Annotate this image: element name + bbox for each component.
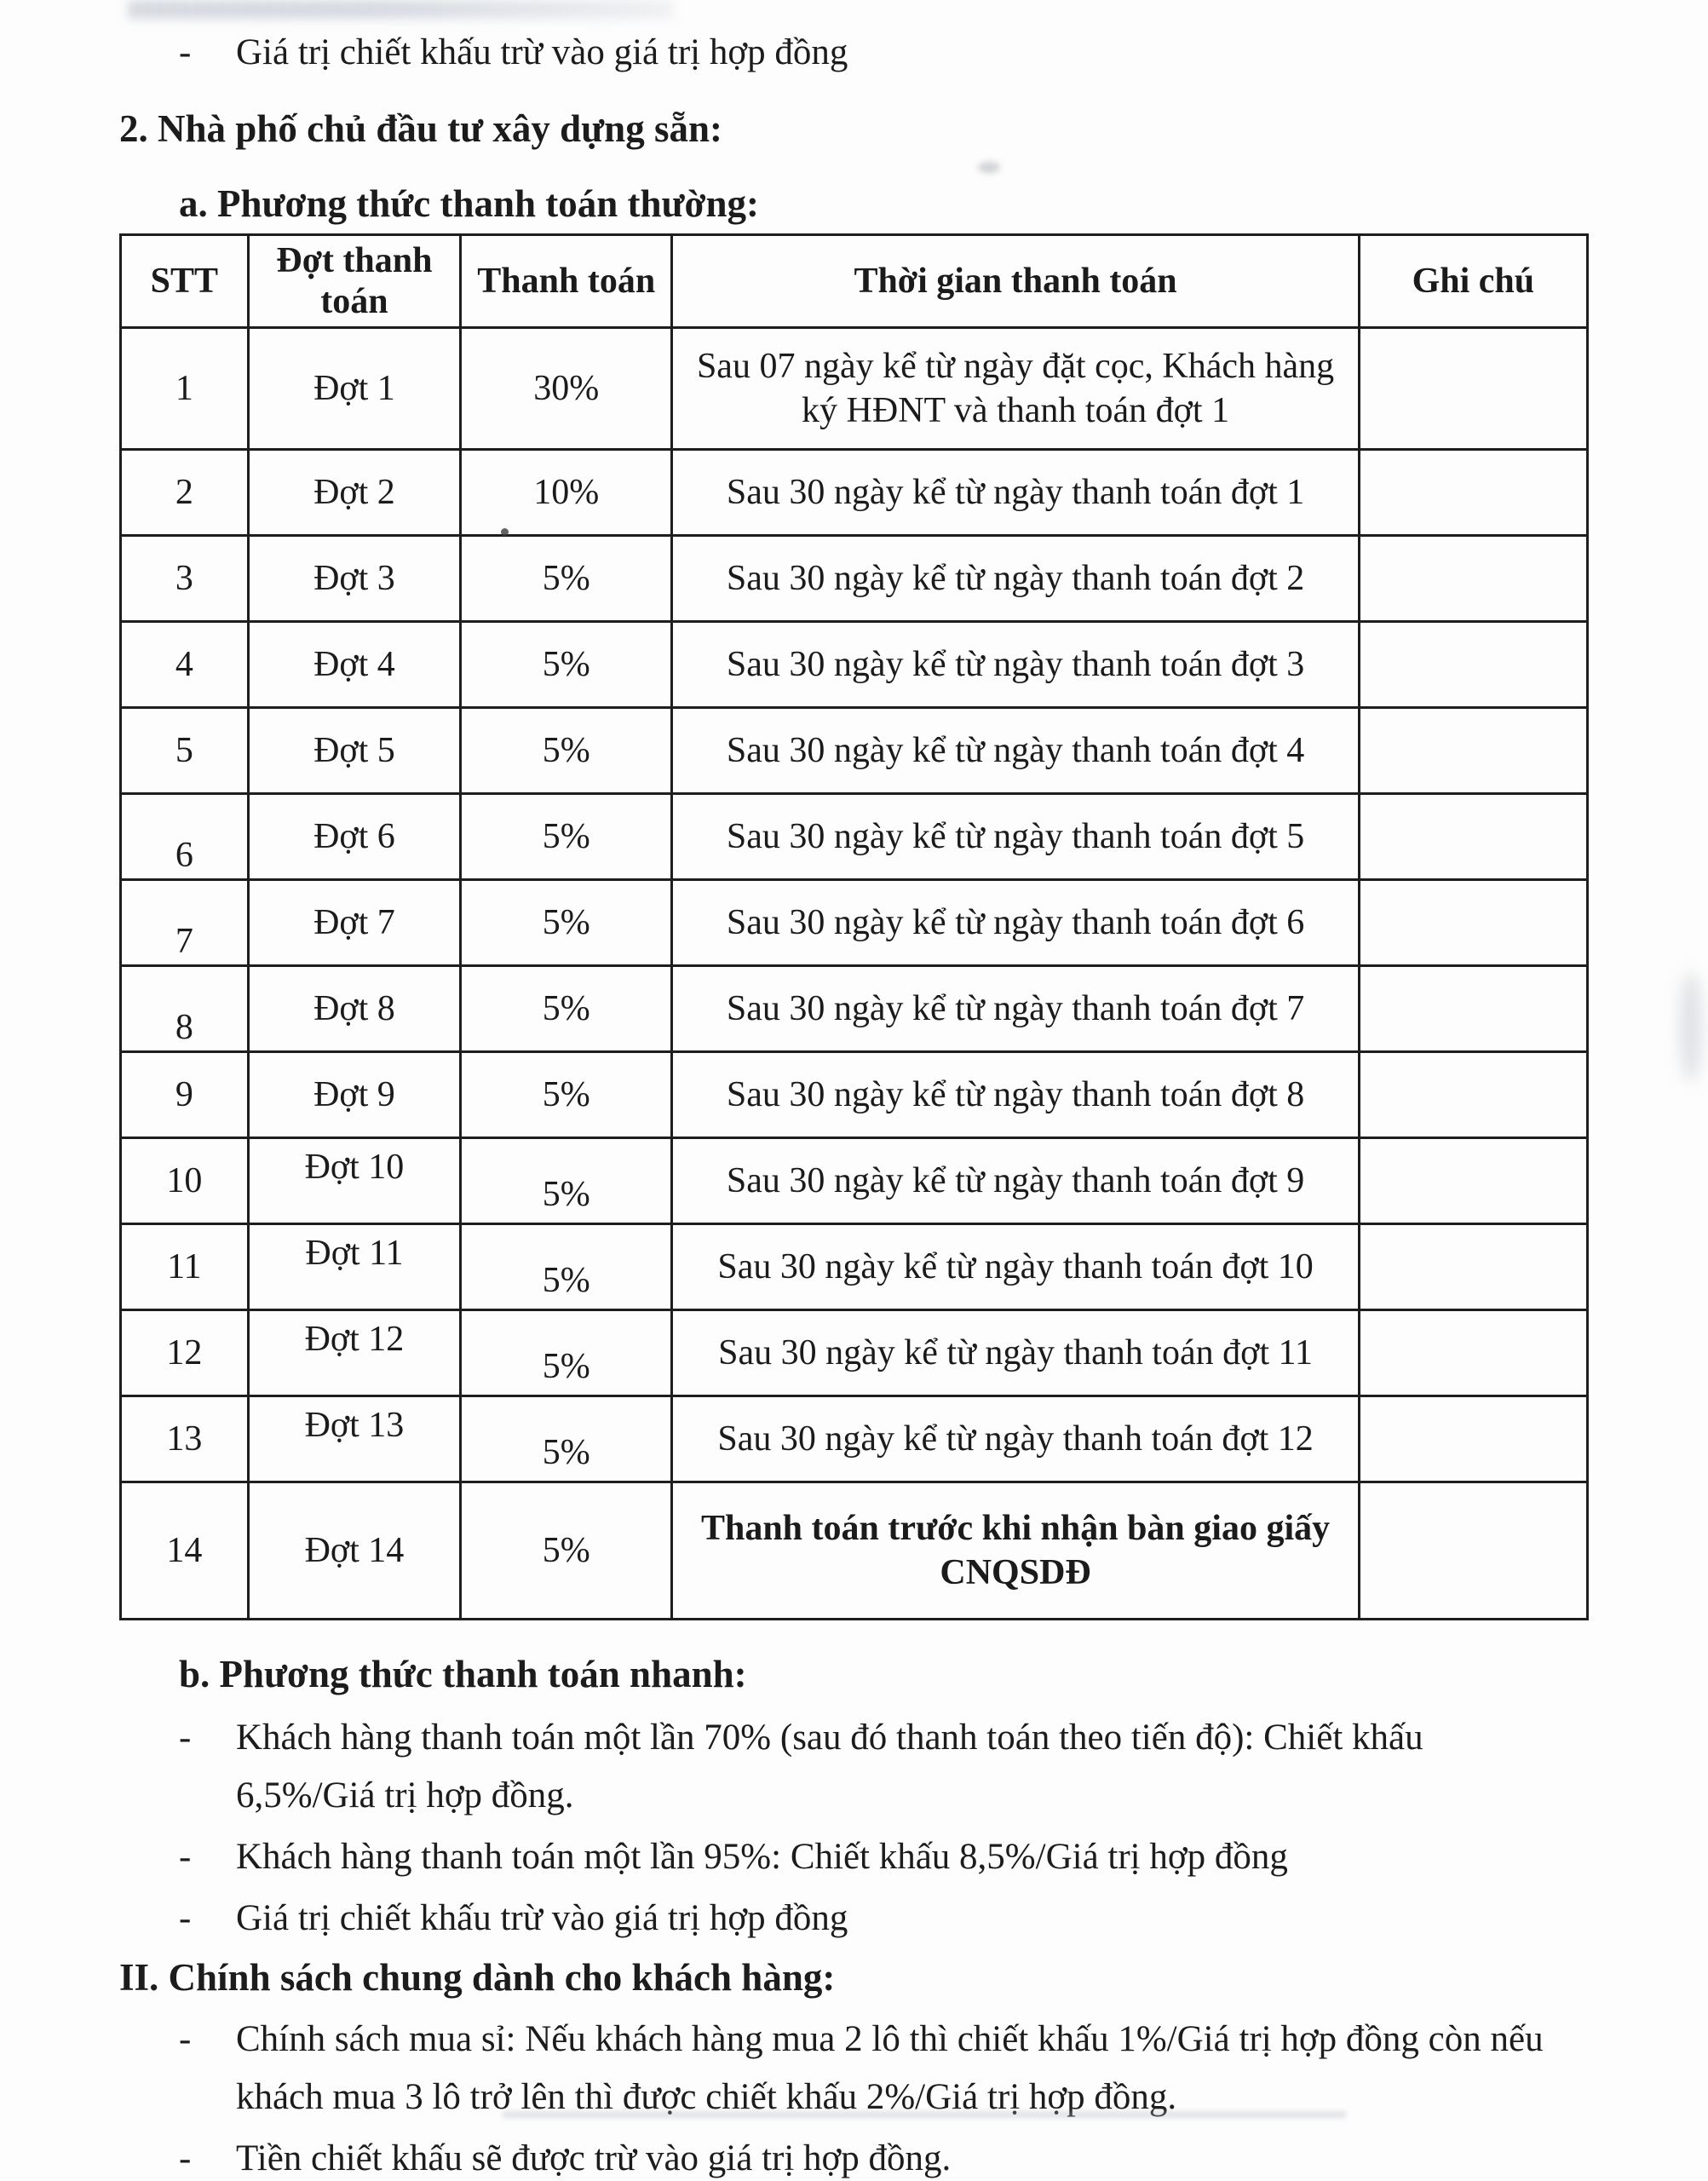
list-item	[119, 2130, 1589, 2181]
cell-value: 1	[175, 368, 193, 408]
cell-time	[672, 536, 1359, 622]
cell-stt	[121, 1138, 249, 1224]
cell-stt	[121, 450, 249, 536]
intro-bullet	[119, 0, 1589, 82]
cell-stt	[121, 622, 249, 708]
cell-value: Sau 30 ngày kể từ ngày thanh toán đợt 12	[717, 1419, 1314, 1459]
cell-value: Đợt 9	[313, 1074, 395, 1114]
bullet-text: Khách hàng thanh toán một lần 95%: Chiết khấu 8,5%/Giá trị hợp đồng	[236, 1837, 1288, 1877]
cell-dot	[248, 328, 460, 450]
cell-time	[672, 1052, 1359, 1138]
cell-pct	[461, 966, 672, 1052]
cell-value: 5	[175, 730, 193, 770]
cell-stt	[121, 1052, 249, 1138]
cell-value: 13	[166, 1419, 203, 1459]
cell-dot	[248, 1138, 460, 1224]
cell-value: 5%	[542, 730, 590, 770]
table-row	[121, 1052, 1588, 1138]
cell-value: Sau 30 ngày kể từ ngày thanh toán đợt 8	[726, 1074, 1305, 1114]
section-a-heading: a. Phương thức thanh toán thường:	[179, 182, 759, 225]
cell-value: Đợt 10	[304, 1147, 405, 1187]
cell-value: 5%	[542, 644, 590, 684]
cell-pct	[461, 880, 672, 966]
cell-stt	[121, 880, 249, 966]
cell-value: Đợt 3	[313, 558, 395, 598]
cell-pct	[461, 450, 672, 536]
cell-time	[672, 622, 1359, 708]
cell-time	[672, 708, 1359, 794]
cell-stt	[121, 1310, 249, 1396]
bullet-dash: -	[179, 1898, 192, 1938]
cell-value: Thanh toán trước khi nhận bàn giao giấy CNQSDĐ	[700, 1508, 1331, 1592]
cell-dot	[248, 708, 460, 794]
cell-dot	[248, 1224, 460, 1310]
cell-value: 5%	[542, 816, 590, 856]
cell-value: Sau 07 ngày kể từ ngày đặt cọc, Khách hàng ký HĐNT và thanh toán đợt 1	[696, 346, 1335, 430]
cell-value: 5%	[542, 902, 590, 942]
cell-dot	[248, 536, 460, 622]
table-row	[121, 328, 1588, 450]
cell-stt	[121, 966, 249, 1052]
cell-dot	[248, 1052, 460, 1138]
cell-note	[1359, 450, 1587, 536]
table-row	[121, 536, 1588, 622]
table-row	[121, 1224, 1588, 1310]
cell-dot	[248, 622, 460, 708]
cell-dot	[248, 794, 460, 880]
cell-value: 14	[166, 1530, 203, 1570]
cell-value: 8	[175, 1007, 193, 1047]
column-header: Ghi chú	[1359, 235, 1587, 328]
cell-time	[672, 1396, 1359, 1482]
cell-note	[1359, 1396, 1587, 1482]
cell-value: Đợt 14	[304, 1530, 405, 1570]
cell-value: Đợt 4	[313, 644, 395, 684]
cell-pct	[461, 1396, 672, 1482]
cell-time	[672, 794, 1359, 880]
bullet-dash: -	[179, 2138, 192, 2178]
table-row	[121, 966, 1588, 1052]
cell-value: 5%	[542, 1530, 590, 1570]
section-b-heading: b. Phương thức thanh toán nhanh:	[179, 1653, 747, 1695]
bullet-dash: -	[179, 1837, 192, 1877]
payment-table	[119, 233, 1589, 1620]
scan-artifact	[978, 162, 1000, 173]
cell-note	[1359, 536, 1587, 622]
cell-value: Sau 30 ngày kể từ ngày thanh toán đợt 3	[726, 644, 1305, 684]
cell-dot	[248, 450, 460, 536]
cell-value: Sau 30 ngày kể từ ngày thanh toán đợt 9	[726, 1160, 1305, 1200]
cell-pct	[461, 708, 672, 794]
cell-note	[1359, 1310, 1587, 1396]
cell-value: 6	[175, 835, 193, 875]
cell-note	[1359, 1138, 1587, 1224]
cell-dot	[248, 880, 460, 966]
cell-stt	[121, 1482, 249, 1620]
cell-pct	[461, 622, 672, 708]
table-row	[121, 450, 1588, 536]
intro-bullet-text: Giá trị chiết khấu trừ vào giá trị hợp đồng	[236, 32, 848, 72]
cell-time	[672, 966, 1359, 1052]
cell-value: 5%	[542, 1074, 590, 1114]
cell-value: 4	[175, 644, 193, 684]
cell-stt	[121, 1396, 249, 1482]
cell-value: Đợt 12	[304, 1319, 405, 1359]
cell-note	[1359, 328, 1587, 450]
cell-stt	[121, 328, 249, 450]
bullet-dash: -	[179, 1718, 192, 1758]
table-row	[121, 1138, 1588, 1224]
cell-value: 5%	[542, 988, 590, 1028]
cell-value: Sau 30 ngày kể từ ngày thanh toán đợt 6	[726, 902, 1305, 942]
cell-value: Sau 30 ngày kể từ ngày thanh toán đợt 11	[718, 1332, 1313, 1372]
cell-pct	[461, 328, 672, 450]
cell-time	[672, 1482, 1359, 1620]
cell-value: Sau 30 ngày kể từ ngày thanh toán đợt 7	[726, 988, 1305, 1028]
bullet-dash: -	[179, 2019, 192, 2059]
cell-note	[1359, 1052, 1587, 1138]
cell-value: Đợt 2	[313, 472, 395, 512]
table-row	[121, 1396, 1588, 1482]
cell-value: Đợt 13	[304, 1405, 405, 1445]
cell-value: 10	[166, 1160, 203, 1200]
cell-pct	[461, 1224, 672, 1310]
cell-time	[672, 880, 1359, 966]
cell-value: 30%	[533, 368, 600, 408]
list-item	[119, 2011, 1589, 2126]
bullet-text: Chính sách mua sỉ: Nếu khách hàng mua 2 lô thì chiết khấu 1%/Giá trị hợp đồng còn nếu khách mua 3 lô trở lên thì được chiết khấu 2%/Giá trị hợp đồng.	[236, 2019, 1544, 2117]
cell-value: 5%	[542, 558, 590, 598]
bullet-text: Giá trị chiết khấu trừ vào giá trị hợp đồng	[236, 1898, 848, 1938]
cell-stt	[121, 1224, 249, 1310]
list-item	[119, 1709, 1589, 1825]
cell-time	[672, 450, 1359, 536]
cell-note	[1359, 708, 1587, 794]
cell-value: 12	[166, 1332, 203, 1372]
cell-value: 3	[175, 558, 193, 598]
table-row	[121, 880, 1588, 966]
column-header: Đợt thanh toán	[248, 235, 460, 328]
cell-value: Đợt 5	[313, 730, 395, 770]
cell-stt	[121, 708, 249, 794]
cell-pct	[461, 1482, 672, 1620]
list-item	[119, 1890, 1589, 1948]
cell-note	[1359, 1224, 1587, 1310]
cell-value: Sau 30 ngày kể từ ngày thanh toán đợt 4	[726, 730, 1305, 770]
cell-value: 5%	[542, 1260, 590, 1300]
cell-note	[1359, 1482, 1587, 1620]
cell-value: 11	[167, 1246, 202, 1286]
cell-value: 9	[175, 1074, 193, 1114]
cell-value: 2	[175, 472, 193, 512]
cell-dot	[248, 1310, 460, 1396]
cell-time	[672, 1310, 1359, 1396]
bullet-text: Tiền chiết khấu sẽ được trừ vào giá trị hợp đồng.	[236, 2138, 952, 2178]
bullet-dash: -	[179, 32, 192, 72]
table-header-row	[121, 235, 1588, 328]
list-item	[119, 1828, 1589, 1886]
cell-value: 10%	[533, 472, 600, 512]
cell-value: Đợt 11	[305, 1233, 404, 1273]
cell-value: 5%	[542, 1432, 590, 1472]
cell-pct	[461, 1310, 672, 1396]
column-header: Thời gian thanh toán	[672, 235, 1359, 328]
table-row	[121, 1310, 1588, 1396]
cell-note	[1359, 794, 1587, 880]
cell-note	[1359, 966, 1587, 1052]
cell-pct	[461, 794, 672, 880]
table-row	[121, 794, 1588, 880]
cell-dot	[248, 966, 460, 1052]
cell-value: 5%	[542, 1174, 590, 1214]
cell-time	[672, 328, 1359, 450]
cell-value: Đợt 1	[313, 368, 395, 408]
cell-value: Sau 30 ngày kể từ ngày thanh toán đợt 2	[726, 558, 1305, 598]
cell-value: 7	[175, 921, 193, 961]
cell-pct	[461, 1138, 672, 1224]
cell-note	[1359, 880, 1587, 966]
column-header: STT	[121, 235, 249, 328]
cell-pct	[461, 1052, 672, 1138]
cell-value: 5%	[542, 1346, 590, 1386]
cell-value: Đợt 6	[313, 816, 395, 856]
cell-value: Sau 30 ngày kể từ ngày thanh toán đợt 10	[717, 1246, 1314, 1286]
cell-note	[1359, 622, 1587, 708]
section-ii-heading: II. Chính sách chung dành cho khách hàng:	[119, 1956, 836, 1999]
cell-pct	[461, 536, 672, 622]
section-ii-bullets	[119, 2011, 1589, 2181]
cell-dot	[248, 1396, 460, 1482]
cell-value: Sau 30 ngày kể từ ngày thanh toán đợt 5	[726, 816, 1305, 856]
scan-artifact	[1680, 971, 1702, 1082]
cell-dot	[248, 1482, 460, 1620]
section-b-bullets	[119, 1709, 1589, 1948]
cell-value: Đợt 7	[313, 902, 395, 942]
table-row	[121, 622, 1588, 708]
table-row	[121, 708, 1588, 794]
cell-stt	[121, 794, 249, 880]
cell-value: Sau 30 ngày kể từ ngày thanh toán đợt 1	[726, 472, 1305, 512]
bullet-text: Khách hàng thanh toán một lần 70% (sau đó thanh toán theo tiến độ): Chiết khấu 6,5%/Giá trị hợp đồng.	[236, 1718, 1423, 1816]
cell-stt	[121, 536, 249, 622]
table-row	[121, 1482, 1588, 1620]
section-2-heading: 2. Nhà phố chủ đầu tư xây dựng sẵn:	[119, 107, 722, 150]
cell-time	[672, 1224, 1359, 1310]
column-header: Thanh toán	[461, 235, 672, 328]
cell-time	[672, 1138, 1359, 1224]
cell-value: Đợt 8	[313, 988, 395, 1028]
